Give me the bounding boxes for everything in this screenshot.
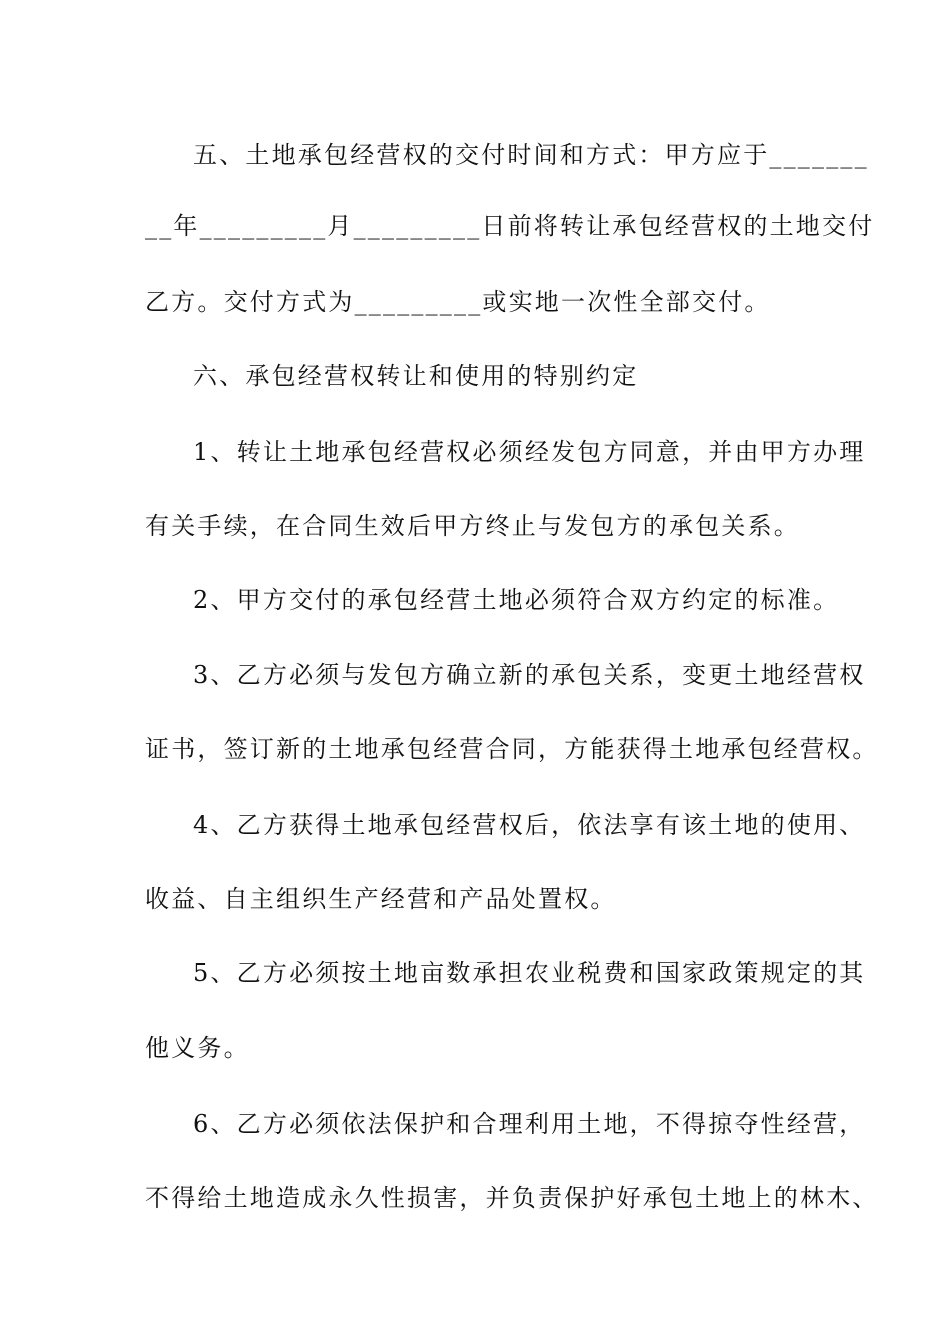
item-6-line-2: 不得给土地造成永久性损害，并负责保护好承包土地上的林木、 <box>145 1184 879 1212</box>
item-1-line-2: 有关手续，在合同生效后甲方终止与发包方的承包关系。 <box>145 512 800 540</box>
clause-5-line-1: 五、土地承包经营权的交付时间和方式：甲方应于_______ <box>193 141 869 169</box>
item-3-line-1: 3、乙方必须与发包方确立新的承包关系，变更土地经营权 <box>193 661 866 689</box>
clause-5-line-2: __年_________月_________日前将转让承包经营权的土地交付 <box>145 212 875 240</box>
item-4-line-2: 收益、自主组织生产经营和产品处置权。 <box>145 885 617 913</box>
item-5-line-2: 他义务。 <box>145 1034 250 1062</box>
clause-6-heading: 六、承包经营权转让和使用的特别约定 <box>193 362 639 390</box>
item-4-line-1: 4、乙方获得土地承包经营权后，依法享有该土地的使用、 <box>193 811 866 839</box>
item-6-line-1: 6、乙方必须依法保护和合理利用土地，不得掠夺性经营， <box>193 1110 866 1138</box>
item-2-line-1: 2、甲方交付的承包经营土地必须符合双方约定的标准。 <box>193 586 840 614</box>
item-1-line-1: 1、转让土地承包经营权必须经发包方同意，并由甲方办理 <box>193 438 866 466</box>
item-5-line-1: 5、乙方必须按土地亩数承担农业税费和国家政策规定的其 <box>193 959 866 987</box>
clause-5-line-3: 乙方。交付方式为_________或实地一次性全部交付。 <box>145 288 771 316</box>
item-3-line-2: 证书，签订新的土地承包经营合同，方能获得土地承包经营权。 <box>145 735 879 763</box>
